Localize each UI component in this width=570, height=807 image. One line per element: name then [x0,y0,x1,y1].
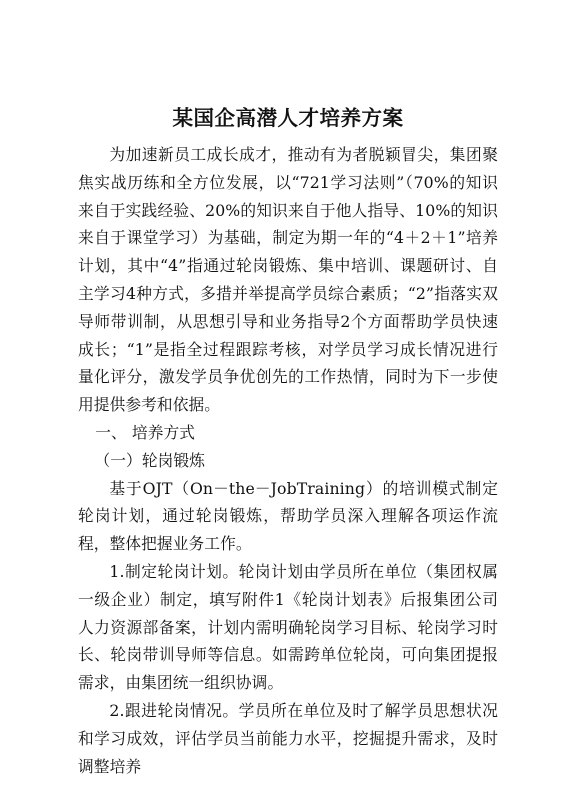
job-rotation-intro-paragraph: 基于OJT（On－the－JobTraining）的培训模式制定轮岗计划，通过轮岗锻炼，帮助学员深入理解各项运作流程，整体把握业务工作。 [78,478,498,554]
document-title: 某国企高潜人才培养方案 [172,106,404,130]
intro-paragraph: 为加速新员工成长成才，推动有为者脱颖冒尖，集团聚焦实战历练和全方位发展，以“721学习法则”（70%的知识来自于实践经验、20%的知识来自于他人指导、10%的知识来自于课堂学习）为基础，制定为期一年的“4＋2＋1”培养计划，其中“4”指通过轮岗锻炼、集中培训、课题研讨、自主学习4种方式，多措并举提高学员综合素质；“2”指落实双导师带训制，从思想引导和业务指导2个方面帮助学员快速成长；“1”是指全过程跟踪考核，对学员学习成长情况进行量化评分，激发学员争优创先的工作热情，同时为下一步使用提供参考和依据。 [78,145,498,415]
section-heading-training-method: 一、 培养方式 [95,422,196,442]
document-content [78,104,498,780]
rotation-follow-up-paragraph: 2.跟进轮岗情况。学员所在单位及时了解学员思想状况和学习成效，评估学员当前能力水平，挖掘提升需求，及时调整培养 [78,700,498,776]
rotation-plan-paragraph: 1.制定轮岗计划。轮岗计划由学员所在单位（集团权属一级企业）制定，填写附件1《轮岗计划表》后报集团公司人力资源部备案，计划内需明确轮岗学习目标、轮岗学习时长、轮岗带训导师等信息。如需跨单位轮岗，可向集团提报需求，由集团统一组织协调。 [78,561,498,693]
subsection-heading-job-rotation: （一）轮岗锻炼 [94,450,205,470]
